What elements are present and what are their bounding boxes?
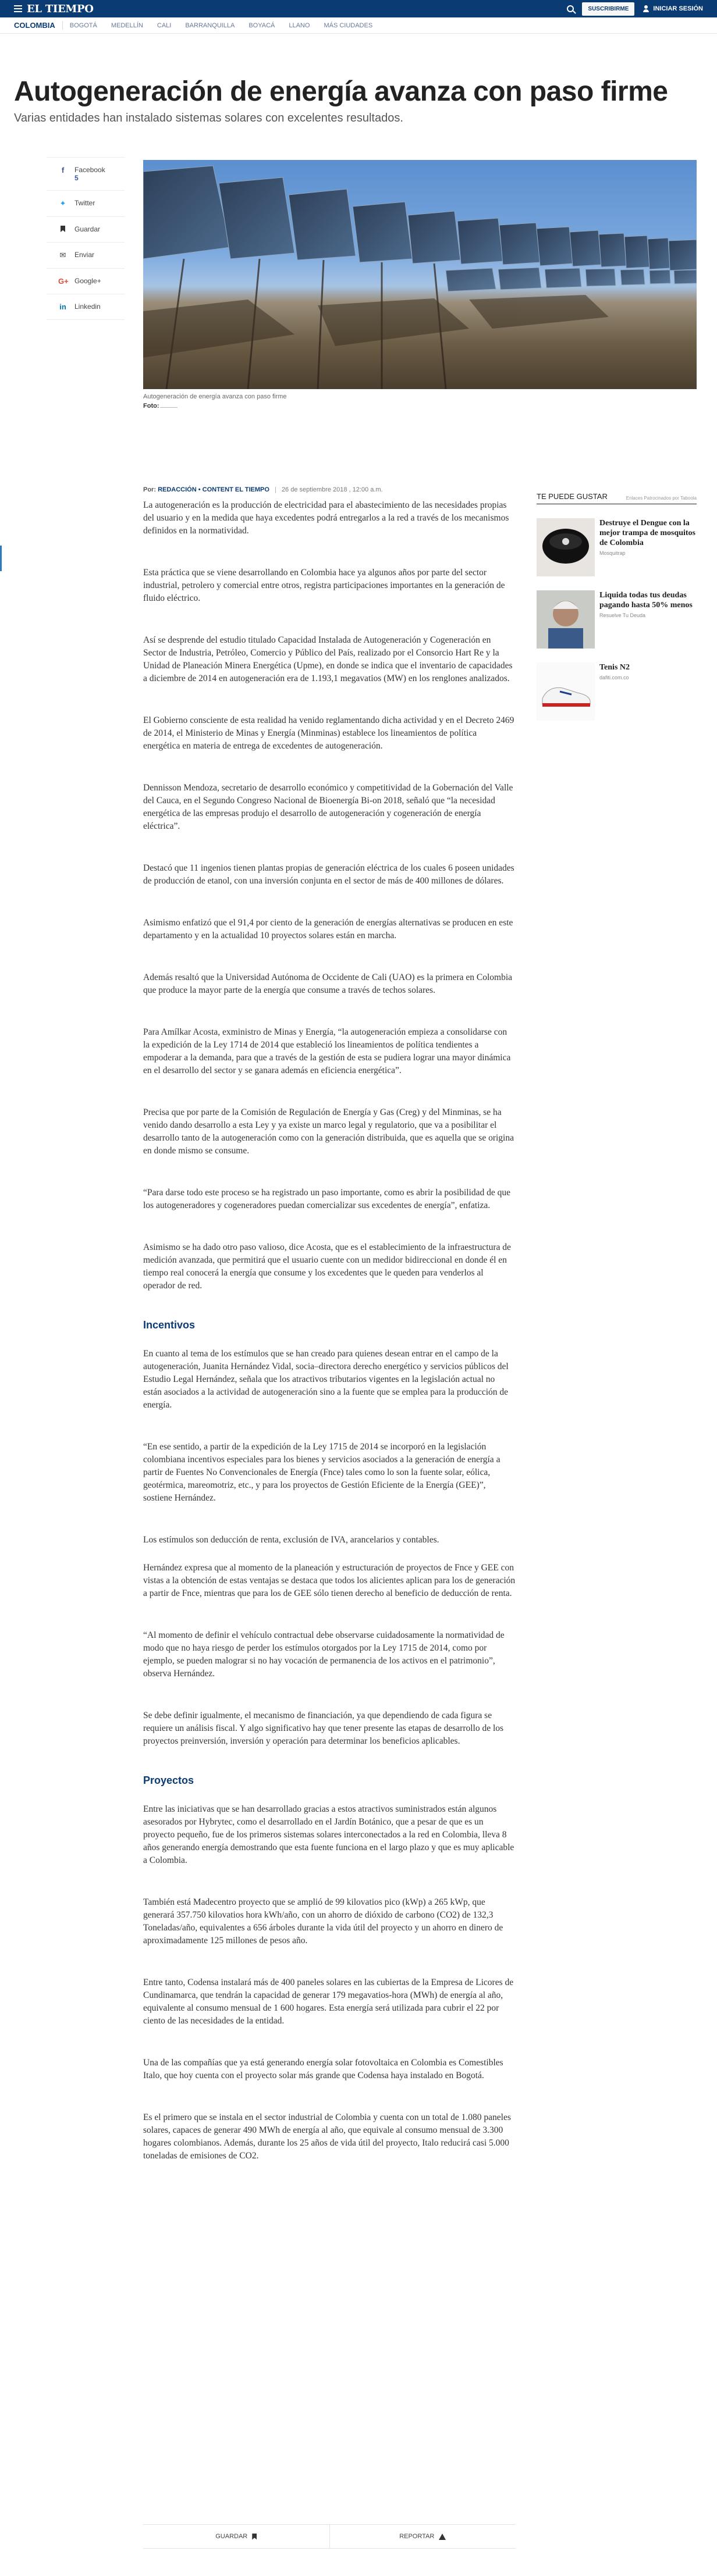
- report-label: REPORTAR: [399, 2533, 435, 2540]
- search-icon[interactable]: [567, 5, 574, 12]
- paragraph: “Al momento de definir el vehículo contractual debe observarse cuidadosamente la normatividad de modo que no haya riesgo de perder los estímulos otorgados por la Ley 1715 de 2014, como por ejemplo, se pueden malograr si no hay vocación de permanencia de los activos en el patrimonio”, observa Hernández.: [143, 1630, 505, 1679]
- paragraph: En cuanto al tema de los estímulos que se han creado para quienes desean entrar en el campo de la autogeneración, Juanita Hernández Vidal, socia–directora derecho energético y servicios públicos del Estudio Legal Hernández, señala que los atractivos tributarios vigentes en la legislación actual no están asociados a la actividad de autogeneración sino a la fuente que se emplea para la producción de energía.: [143, 1349, 509, 1410]
- article-title: Autogeneración de energía avanza con paso firme: [14, 76, 668, 107]
- photo-credit-label: Foto:: [143, 402, 159, 409]
- share-bar: [47, 157, 125, 320]
- share-linkedin-label: Linkedin: [74, 302, 101, 311]
- recommendation-source: Mosquitrap: [599, 550, 626, 556]
- paragraph: Precisa que por parte de la Comisión de Regulación de Energía y Gas (Creg) y del Minminas, se ha venido dando desarrollo a esta Ley y ya existe un marco legal y regulatorio, que va a posibilitar el desarrollo tanto de la autogeneración como con la generación distribuida, que es aquella que se origina en donde mismo se consume.: [143, 1107, 514, 1156]
- byline: Por: REDACCIÓN • CONTENT EL TIEMPO | 26 de septiembre 2018 , 12:00 a.m.: [143, 486, 383, 493]
- login-button[interactable]: [643, 5, 703, 12]
- save-label: GUARDAR: [215, 2533, 248, 2540]
- paragraph: Entre las iniciativas que se han desarrollado gracias a estos atractivos suministrados están algunos asesorados por Hybrytec, como el desarrollado en el Jardín Botánico, que a pesar de que es un proyecto pequeño, fue de los primeros sistemas solares interconectados a la red en Colombia, lleva 8 años generando energía demostrando que esta fuente funciona en el largo plazo y que es muy aplicable a Colombia.: [143, 1804, 514, 1865]
- paragraph: Además resaltó que la Universidad Autónoma de Occidente de Cali (UAO) es la primera en Colombia que produce la mayor parte de la energía que consume a través de techos solares.: [143, 972, 513, 995]
- report-button[interactable]: [330, 2525, 516, 2548]
- google-plus-icon: G+: [58, 277, 69, 286]
- save-button[interactable]: [143, 2525, 330, 2548]
- login-label: INICIAR SESIÓN: [653, 5, 703, 12]
- photo-credit: [143, 402, 178, 409]
- user-icon: [643, 5, 649, 12]
- bookmark-icon: [252, 2534, 257, 2540]
- paragraph: Se debe definir igualmente, el mecanismo de financiación, ya que dependiendo de cada figura se requiere un análisis fiscal. Y algo significativo hay que tener presente las etapas de desarrollo de los proyectos preinversión, inversión y operación para determinar los beneficios aplicables.: [143, 1711, 504, 1746]
- paragraph: Para Amílkar Acosta, exministro de Minas y Energía, “la autogeneración empieza a consolidarse con la expedición de la Ley 1714 de 2014 que estableció los lineamientos de política tendientes a empoderar a la demanda, para que a través de la gestión de esta se pudiera lograr una mayor dinámica en el desarrollo del sector y se ganara además en eficiencia energética”.: [143, 1027, 511, 1075]
- section-item[interactable]: BARRANQUILLA: [185, 22, 235, 29]
- recommendation-title[interactable]: Destruye el Dengue con la mejor trampa de mosquitos de Colombia: [599, 519, 696, 547]
- article-subtitle: Varias entidades han instalado sistemas solares con excelentes resultados.: [14, 112, 403, 124]
- paragraph: Una de las compañías que ya está generando energía solar fotovoltaica en Colombia es Comestibles Italo, que hoy cuenta con el proyecto solar más grande que Codensa haya instalado en Bogotá.: [143, 2058, 503, 2080]
- section-title[interactable]: COLOMBIA: [14, 21, 63, 30]
- share-facebook[interactable]: [47, 157, 125, 191]
- share-google[interactable]: [47, 269, 125, 294]
- paragraph: También está Madecentro proyecto que se amplió de 99 kilovatios pico (kWp) a 265 kWp, que generará 357.750 kilovatios hora kWh/año, con un ahorro de dióxido de carbono (CO2) de 132,3 Toneladas/año, equivalentes a 656 árboles durante la vida útil del proyecto y un ahorro en dinero de aproximadamente 125 millones de pesos año.: [143, 1897, 503, 1946]
- share-twitter[interactable]: [47, 191, 125, 217]
- paragraph: “Para darse todo este proceso se ha registrado un paso importante, como es abrir la posibilidad de que los autogeneradores y cogeneradores puedan comercializar sus excedentes de energía”, enfatiza.: [143, 1188, 510, 1210]
- paragraph: Es el primero que se instala en el sector industrial de Colombia y cuenta con un total de 1.080 paneles solares, capaces de generar 490 MWh de energía al año, que equivale al consumo mensual de 3.300 hogares colombianos. Además, durante los 25 años de vida útil del proyecto, Italo reducirá casi 5.000 toneladas de emisiones de CO2.: [143, 2112, 511, 2161]
- warning-icon: [439, 2534, 446, 2540]
- top-bar: [0, 0, 717, 17]
- byline-por: Por:: [143, 486, 156, 493]
- share-facebook-label: Facebook: [74, 166, 105, 174]
- article-body: [143, 499, 516, 2192]
- section-item[interactable]: MEDELLÍN: [111, 22, 143, 29]
- recommendation-thumbnail[interactable]: [537, 518, 595, 576]
- paragraph: Asimismo se ha dado otro paso valioso, dice Acosta, que es el establecimiento de la infraestructura de medición avanzada, que permitirá que el usuario cuente con un medidor bidireccional en donde él en tiempo real conocerá la energía que consume y los excedentes que le queden para venderlos al operador de red.: [143, 1242, 511, 1291]
- section-item[interactable]: LLANO: [289, 22, 310, 29]
- photo-credit-value: [160, 407, 178, 408]
- recommendation-item[interactable]: [537, 662, 697, 721]
- paragraph: El Gobierno consciente de esta realidad ha venido reglamentando dicha actividad y en el Decreto 2469 de 2014, el Ministerio de Minas y Energía (Minminas) establece los lineamientos de política energética en materia de entrega de excedentes de autogeneración.: [143, 715, 514, 751]
- subscribe-button[interactable]: SUSCRIBIRME: [582, 2, 634, 16]
- share-email[interactable]: [47, 243, 125, 269]
- section-item[interactable]: CALI: [157, 22, 172, 29]
- paragraph: Dennisson Mendoza, secretario de desarrollo económico y competitividad de la Gobernación del Valle del Cauca, en el Segundo Congreso Nacional de Bioenergía Bi-on 2018, señaló que “la necesidad energética de las empresas produjo el desarrollo de autogeneración y cogeneración de energía eléctrica”.: [143, 783, 513, 831]
- envelope-icon: ✉: [59, 251, 66, 259]
- subheading-incentivos: Incentivos: [143, 1319, 196, 1331]
- section-nav: [0, 17, 717, 34]
- share-count: 5: [74, 174, 79, 182]
- paragraph: Esta práctica que se viene desarrollando en Colombia hace ya algunos años por parte del sector industrial, petrolero y comercial entre otros, registra participaciones importantes en la generación de fluido eléctrico.: [143, 568, 505, 603]
- share-google-label: Google+: [74, 277, 101, 285]
- recommendation-thumbnail[interactable]: [537, 662, 595, 721]
- paragraph: Asimismo enfatizó que el 91,4 por ciento de la generación de energías alternativas se producen en este departamento y en la actualidad 10 proyectos solares están en marcha.: [143, 918, 513, 940]
- recommendation-source: dafiti.com.co: [599, 675, 629, 680]
- paragraph: Destacó que 11 ingenios tienen plantas propias de generación eléctrica de los cuales 6 poseen unidades de producción de etanol, con una inversión conjunta en el sector de más de 400 millones de dólares.: [143, 863, 514, 886]
- solar-panels-illustration: [143, 160, 697, 389]
- recommendation-title[interactable]: Tenis N2: [599, 663, 630, 672]
- paragraph: La autogeneración es la producción de electricidad para el abastecimiento de las necesidades propias del usuario y en la medida que haya excedentes podrá entregarlos a la red a través de los mecanismos definidos en la normatividad.: [143, 500, 509, 536]
- recommendations-title: TE PUEDE GUSTAR: [537, 492, 608, 501]
- recommendation-thumbnail[interactable]: [537, 590, 595, 649]
- menu-icon[interactable]: [14, 5, 22, 12]
- recommendation-source: Resuelve Tu Deuda: [599, 612, 646, 618]
- share-twitter-label: Twitter: [74, 199, 95, 207]
- logo[interactable]: [14, 3, 94, 15]
- recommendations: [537, 492, 697, 721]
- subheading-proyectos: Proyectos: [143, 1775, 194, 1786]
- twitter-icon: ✦: [59, 199, 66, 208]
- linkedin-icon: in: [59, 302, 66, 311]
- article-actions: [143, 2524, 516, 2549]
- byline-date: 26 de septiembre 2018 , 12:00 a.m.: [281, 486, 383, 493]
- bookmark-icon: [58, 225, 68, 234]
- facebook-icon: f: [61, 166, 65, 174]
- paragraph: Hernández expresa que al momento de la planeación y estructuración de proyectos de Fnce y GEE con vistas a la obtención de estas ventajas se destaca que todos los alicientes aplican para los de generación a partir de Fnce, mientras que para los de GEE sólo tienen derecho al beneficio de deducción de renta.: [143, 1563, 516, 1598]
- photo-caption: Autogeneración de energía avanza con paso firme: [143, 393, 287, 400]
- paragraph: Así se desprende del estudio titulado Capacidad Instalada de Autogeneración y Cogeneración en Sector de Industria, Petróleo, Comercio y Público del País, realizado por el Consorcio Hart Re y la Unidad de Planeación Minera Energética (Upme), en donde se indica que el inventario de capacidades a diciembre de 2014 en autogeneración era de 1.193,1 megavatios (MW) en los renglones analizados.: [143, 635, 513, 683]
- article-photo[interactable]: [143, 160, 697, 389]
- byline-authors[interactable]: REDACCIÓN • CONTENT EL TIEMPO: [158, 486, 269, 493]
- share-linkedin[interactable]: [47, 294, 125, 320]
- recommendation-item[interactable]: [537, 590, 697, 649]
- recommendation-title[interactable]: Liquida todas tus deudas pagando hasta 50% menos: [599, 591, 693, 610]
- logo-text[interactable]: EL TIEMPO: [27, 2, 94, 15]
- section-item[interactable]: BOGOTÁ: [69, 22, 97, 29]
- paragraph: Los estímulos son deducción de renta, exclusión de IVA, arancelarios y contables.: [143, 1535, 439, 1545]
- share-save[interactable]: [47, 217, 125, 243]
- sponsor-label[interactable]: Enlaces Patrocinados por Taboola: [626, 496, 697, 501]
- paragraph: Entre tanto, Codensa instalará más de 400 paneles solares en las cubiertas de la Empresa de Licores de Cundinamarca, que tendrán la capacidad de generar 179 megavatios-hora (MWh) de energía al año, equivalente al consumo mensual de 1 600 hogares. Esta energía será utilizada para cubrir el 22 por ciento de las necesidades de la entidad.: [143, 1978, 514, 2026]
- share-save-label: Guardar: [74, 225, 101, 233]
- section-item[interactable]: BOYACÁ: [249, 22, 275, 29]
- side-marker: [0, 546, 2, 571]
- section-item[interactable]: MÁS CIUDADES: [324, 22, 373, 29]
- share-email-label: Enviar: [74, 251, 95, 259]
- article-header: [0, 34, 717, 125]
- paragraph: “En ese sentido, a partir de la expedición de la Ley 1715 de 2014 se incorporó en la legislación colombiana incentivos especiales para los bienes y servicios asociados a la generación de energía a partir de Fuentes No Convencionales de Energía (Fnce) tales como lo son la fuente solar, eólica, geotérmica, mareomotriz, etc., y para los proyectos de Gestión Eficiente de la Energía (GEE)”, sostiene Hernández.: [143, 1442, 501, 1503]
- recommendation-item[interactable]: [537, 518, 697, 576]
